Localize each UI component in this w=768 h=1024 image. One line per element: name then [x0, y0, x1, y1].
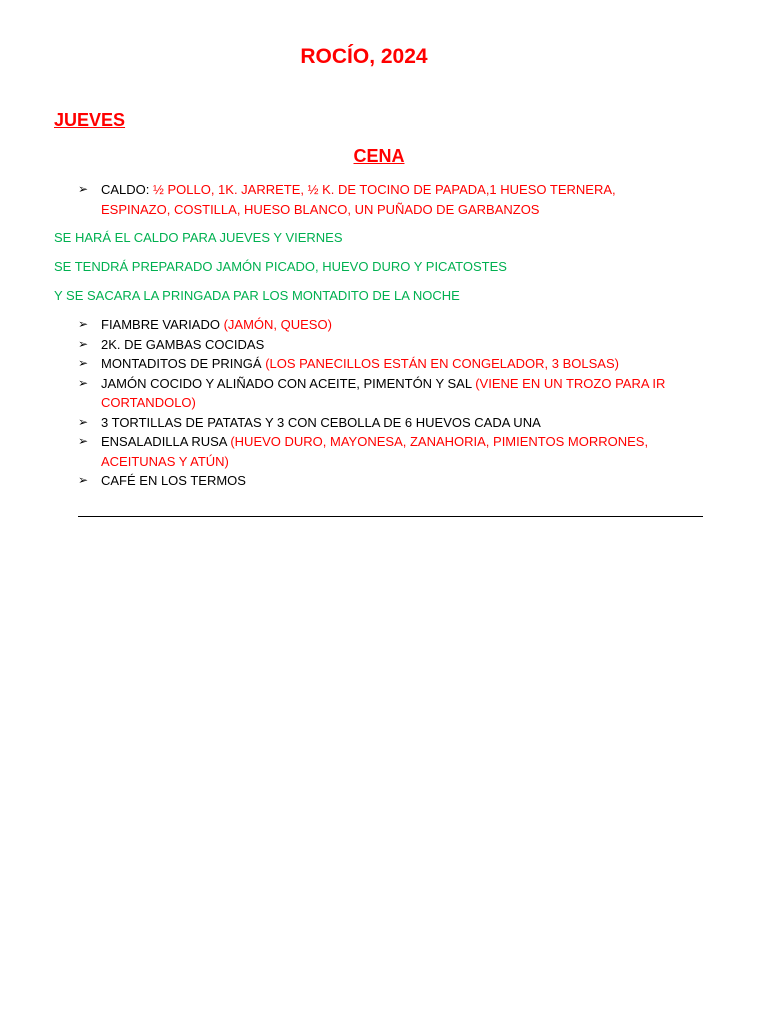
- item-label: CALDO:: [101, 182, 154, 197]
- item-detail: (VIENE EN UN TROZO PARA IR CORTANDOLO): [101, 375, 666, 410]
- list-item: [78, 413, 678, 433]
- meal-heading: CENA: [353, 146, 405, 166]
- item-label: FIAMBRE VARIADO: [101, 317, 224, 332]
- item-label: JAMÓN COCIDO Y ALIÑADO CON ACEITE, PIMENTÓN Y SAL: [101, 375, 476, 391]
- arrow-bullet-icon: ➢: [78, 356, 89, 370]
- list-item: [78, 335, 678, 355]
- item-detail: (JAMÓN, QUESO): [223, 317, 332, 332]
- arrow-bullet-icon: ➢: [78, 434, 89, 448]
- arrow-bullet-icon: ➢: [78, 414, 89, 429]
- list-item: [78, 315, 678, 335]
- menu-list: [78, 315, 678, 491]
- item-detail: ½ POLLO, 1K. JARRETE, ½ K. DE TOCINO DE PAPADA,1 HUESO TERNERA, ESPINAZO, COSTILLA, HUESO BLANCO, UN PUÑADO DE GARBANZOS: [101, 182, 616, 217]
- item-label: MONTADITOS DE PRINGÁ: [101, 356, 266, 371]
- item-detail: (HUEVO DURO, MAYONESA, ZANAHORIA, PIMIENTOS MORRONES, ACEITUNAS Y ATÚN): [101, 434, 649, 469]
- note-line: SE TENDRÁ PREPARADO JAMÓN PICADO, HUEVO DURO Y PICATOSTES: [54, 259, 507, 274]
- arrow-bullet-icon: ➢: [78, 182, 89, 196]
- horizontal-divider: [78, 516, 703, 517]
- item-detail: (LOS PANECILLOS ESTÁN EN CONGELADOR, 3 BOLSAS): [265, 356, 619, 371]
- note-line: Y SE SACARA LA PRINGADA PAR LOS MONTADITO DE LA NOCHE: [54, 288, 460, 303]
- arrow-bullet-icon: ➢: [78, 336, 89, 351]
- item-label: 2K. DE GAMBAS COCIDAS: [101, 336, 265, 352]
- caldo-list: [78, 180, 678, 219]
- arrow-bullet-icon: ➢: [78, 375, 89, 390]
- item-label: CAFÉ EN LOS TERMOS: [101, 473, 246, 488]
- list-item: [78, 354, 678, 374]
- item-label: 3 TORTILLAS DE PATATAS Y 3 CON CEBOLLA DE 6 HUEVOS CADA UNA: [101, 414, 541, 430]
- list-item: [78, 180, 678, 219]
- list-item: [78, 471, 678, 491]
- page-title: ROCÍO, 2024: [300, 45, 428, 68]
- list-item: [78, 374, 678, 413]
- arrow-bullet-icon: ➢: [78, 473, 89, 487]
- item-label: ENSALADILLA RUSA: [101, 434, 231, 449]
- arrow-bullet-icon: ➢: [78, 317, 89, 331]
- day-heading: JUEVES: [54, 110, 126, 130]
- note-line: SE HARÁ EL CALDO PARA JUEVES Y VIERNES: [54, 230, 343, 245]
- list-item: [78, 432, 678, 471]
